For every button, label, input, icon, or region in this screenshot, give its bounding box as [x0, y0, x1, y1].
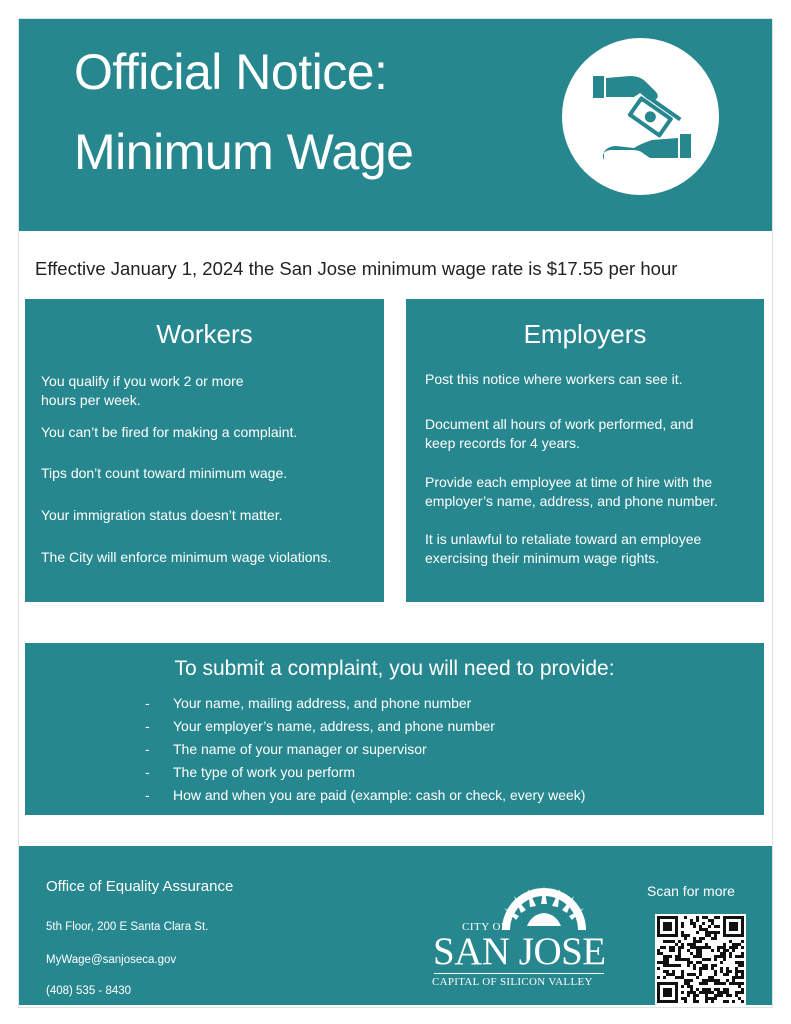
workers-item: Tips don’t count toward minimum wage.	[41, 465, 288, 481]
employers-panel	[406, 299, 764, 602]
bullet-dash: -	[145, 764, 150, 780]
bullet-dash: -	[145, 787, 150, 803]
footer	[19, 846, 772, 1005]
office-email[interactable]: MyWage@sanjoseca.gov	[46, 954, 177, 966]
effective-wage-statement: Effective January 1, 2024 the San Jose minimum wage rate is $17.55 per hour	[35, 258, 678, 279]
workers-item: The City will enforce minimum wage violations.	[41, 549, 332, 565]
workers-item: Your immigration status doesn’t matter.	[41, 507, 283, 523]
workers-panel	[25, 299, 384, 602]
bullet-dash: -	[145, 741, 150, 757]
list-item: - Your name, mailing address, and phone number	[145, 692, 585, 715]
hand-giving-money-icon	[562, 38, 719, 195]
office-name: Office of Equality Assurance	[46, 878, 234, 895]
qr-code-icon[interactable]	[655, 914, 746, 1005]
logo-city-name: SAN JOSE	[433, 930, 606, 973]
office-address: 5th Floor, 200 E Santa Clara St.	[46, 921, 209, 933]
list-item: - How and when you are paid (example: cash or check, every week)	[145, 784, 585, 807]
complaint-box	[25, 643, 764, 815]
employers-item: Post this notice where workers can see it.	[425, 371, 683, 387]
scan-label: Scan for more	[647, 883, 735, 899]
bullet-dash: -	[145, 695, 150, 711]
employers-item: It is unlawful to retaliate toward an employee exercising their minimum wage rights.	[425, 531, 702, 566]
workers-heading: Workers	[156, 319, 253, 349]
employers-item: Provide each employee at time of hire with the employer’s name, address, and phone number.	[425, 474, 718, 509]
workers-item: You qualify if you work 2 or more hours per week.	[41, 373, 244, 408]
san-jose-logo	[432, 886, 612, 996]
logo-city-of: CITY OF	[462, 921, 508, 933]
employers-item: Document all hours of work performed, and keep records for 4 years.	[425, 416, 694, 451]
bullet-dash: -	[145, 718, 150, 734]
list-item: - The type of work you perform	[145, 761, 585, 784]
logo-divider	[434, 973, 604, 974]
complaint-list	[145, 692, 585, 807]
logo-tagline: CAPITAL OF SILICON VALLEY	[432, 976, 593, 988]
office-phone[interactable]: (408) 535 - 8430	[46, 985, 132, 997]
page-title-line-2: Minimum Wage	[74, 124, 414, 180]
complaint-heading: To submit a complaint, you will need to provide:	[174, 657, 615, 680]
list-item: - The name of your manager or supervisor	[145, 738, 585, 761]
workers-item: You can’t be fired for making a complaint.	[41, 424, 298, 440]
header-banner	[19, 19, 772, 231]
employers-heading: Employers	[523, 319, 647, 349]
page-title-line-1: Official Notice:	[74, 44, 388, 100]
list-item: - Your employer’s name, address, and phone number	[145, 715, 585, 738]
